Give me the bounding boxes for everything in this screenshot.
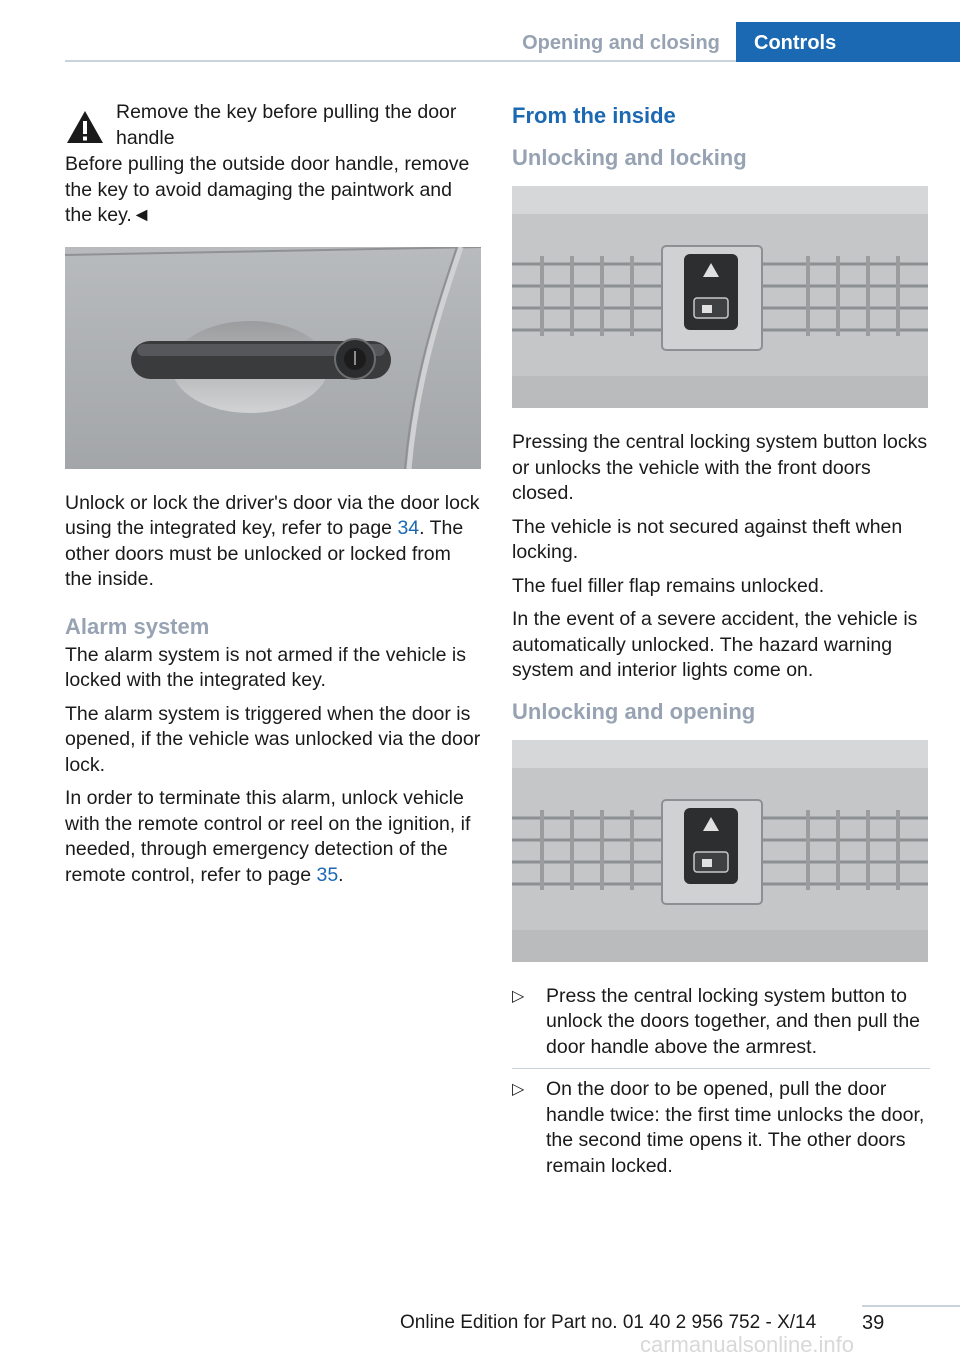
warning-title: Remove the key before pulling the door handle: [116, 101, 457, 149]
door-handle-image: [65, 247, 481, 469]
from-inside-heading: From the inside: [512, 103, 676, 128]
door-lock-text: Unlock or lock the driver's door via the door lock using the integrated key, refer to page: [65, 491, 480, 539]
watermark: carmanualsonline.info: [640, 1332, 855, 1357]
unlocking-locking-heading: Unlocking and locking: [512, 145, 747, 170]
alarm-paragraph-1: The alarm system is not armed if the vehicle is locked with the integrated key.: [65, 643, 466, 691]
alarm-text-end: .: [338, 863, 344, 886]
list-item-text: Press the central locking system button to unlock the doors together, and then pull the door handle above the armrest.: [546, 984, 921, 1058]
header-section-label: Opening and closing: [522, 32, 720, 54]
warning-block: [65, 100, 483, 152]
footer-rule: [862, 1305, 960, 1307]
right-paragraph-3: The fuel filler flap remains unlocked.: [512, 574, 825, 597]
page-link-35[interactable]: 35: [316, 863, 339, 886]
edition-line: Online Edition for Part no. 01 40 2 956 752 - X/14: [400, 1312, 817, 1333]
alarm-paragraph-2: The alarm system is triggered when the door is opened, if the vehicle was unlocked via the door lock.: [65, 702, 481, 776]
warning-triangle-icon: [65, 109, 105, 145]
door-lock-text-end: . The other doors must be unlocked or locked from the inside.: [65, 517, 464, 590]
door-lock-paragraph: [65, 491, 483, 593]
bullet-triangle-icon: ▷: [512, 987, 525, 1005]
header-chapter-tab: Controls: [736, 22, 960, 62]
list-item: [512, 1077, 930, 1185]
alarm-paragraph-3: [65, 786, 483, 888]
bullet-triangle-icon: ▷: [512, 1081, 525, 1098]
list-item: [512, 984, 930, 1070]
right-column: [512, 100, 930, 1193]
central-locking-button-image-2: [512, 740, 928, 962]
unlock-open-steps: [512, 984, 930, 1186]
page-link-34[interactable]: 34: [397, 517, 420, 539]
list-item-text: On the door to be opened, pull the door handle twice: the first time unlocks the door, the second time opens it. The other doors remain locked.: [546, 1078, 925, 1177]
central-locking-button-image: [512, 186, 928, 408]
page-number: 39: [862, 1312, 885, 1334]
alarm-system-heading: Alarm system: [65, 613, 210, 639]
right-paragraph-4: In the event of a severe accident, the vehicle is automatically unlocked. The hazard warning system and interior lights come on.: [512, 608, 918, 681]
alarm-text: In order to terminate this alarm, unlock vehicle with the remote control or reel on the ignition, if needed, through emergency detection of the remote control, refer to page: [65, 787, 471, 886]
unlocking-opening-heading: Unlocking and opening: [512, 698, 756, 724]
warning-body: Before pulling the outside door handle, remove the key to avoid damaging the paintwork and the key.◄: [65, 153, 470, 226]
right-paragraph-2: The vehicle is not secured against theft when locking.: [512, 515, 903, 563]
left-column: [65, 100, 483, 896]
right-paragraph-1: Pressing the central locking system button locks or unlocks the vehicle with the front doors closed.: [512, 431, 928, 504]
